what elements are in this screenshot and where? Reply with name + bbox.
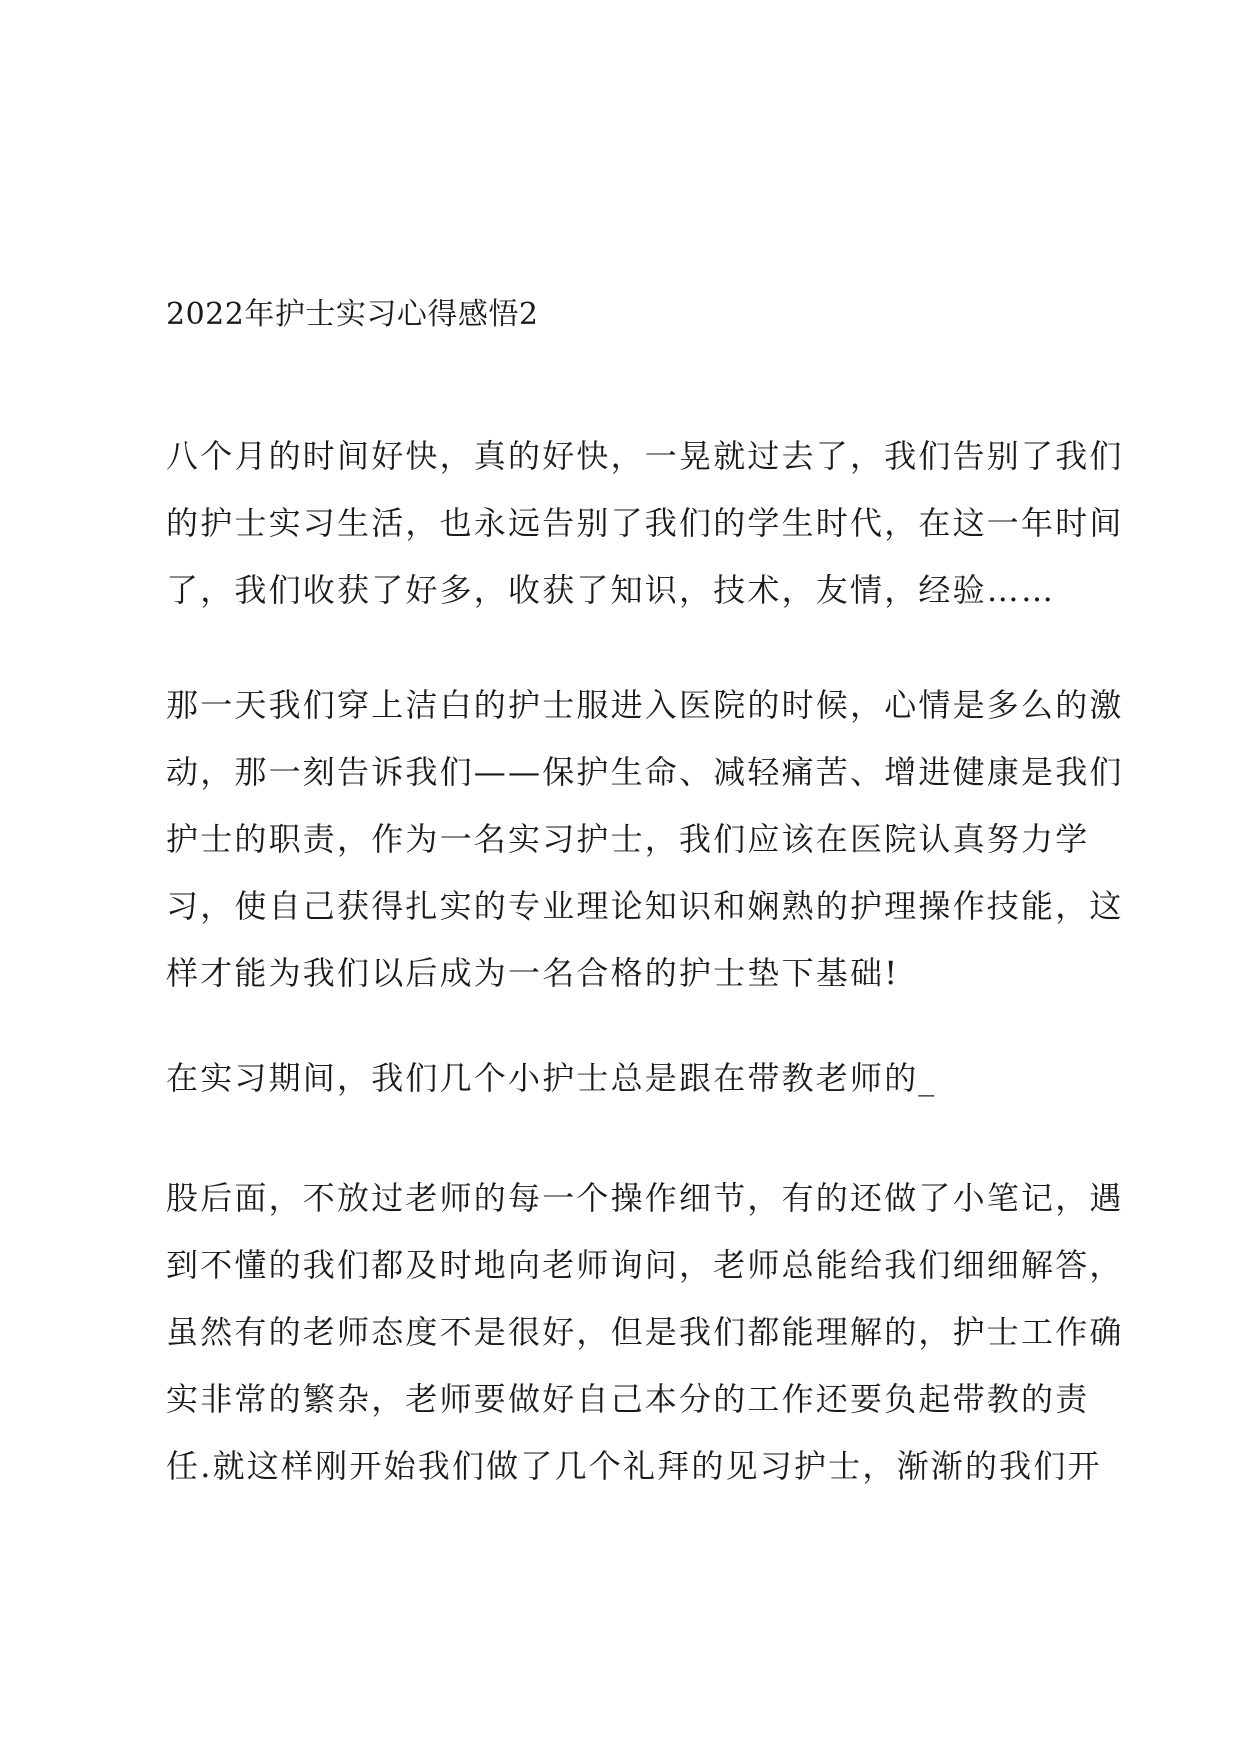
paragraph <box>166 672 1124 1007</box>
text-line: 实非常的繁杂，老师要做好自己本分的工作还要负起带教的责 <box>166 1380 1090 1418</box>
text-line: 股后面，不放过老师的每一个操作细节，有的还做了小笔记，遇 <box>166 1179 1124 1217</box>
text-line: 了，我们收获了好多，收获了知识，技术，友情，经验…… <box>166 571 1056 609</box>
text-line: 那一天我们穿上洁白的护士服进入医院的时候，心情是多么的激 <box>166 686 1124 724</box>
text-line: 护士的职责，作为一名实习护士，我们应该在医院认真努力学 <box>166 820 1090 858</box>
text-line: 到不懂的我们都及时地向老师询问，老师总能给我们细细解答， <box>166 1246 1124 1284</box>
text-line: 任.就这样刚开始我们做了几个礼拜的见习护士，渐渐的我们开 <box>166 1447 1102 1485</box>
text-line: 虽然有的老师态度不是很好，但是我们都能理解的，护士工作确 <box>166 1313 1124 1351</box>
text-line: 在实习期间，我们几个小护士总是跟在带教老师的_ <box>166 1059 937 1097</box>
text-line: 的护士实习生活，也永远告别了我们的学生时代，在这一年时间 <box>166 504 1124 542</box>
paragraph <box>166 1045 1096 1112</box>
text-line: 动，那一刻告诉我们——保护生命、减轻痛苦、增进健康是我们 <box>166 753 1124 791</box>
text-line: 八个月的时间好快，真的好快，一晃就过去了，我们告别了我们 <box>166 437 1124 475</box>
text-line: 习，使自己获得扎实的专业理论知识和娴熟的护理操作技能，这 <box>166 887 1124 925</box>
text-line: 样才能为我们以后成为一名合格的护士垫下基础! <box>166 954 900 992</box>
paragraph <box>166 423 1124 624</box>
paragraph <box>166 1165 1124 1500</box>
document-title: 2022年护士实习心得感悟2 <box>166 297 539 332</box>
